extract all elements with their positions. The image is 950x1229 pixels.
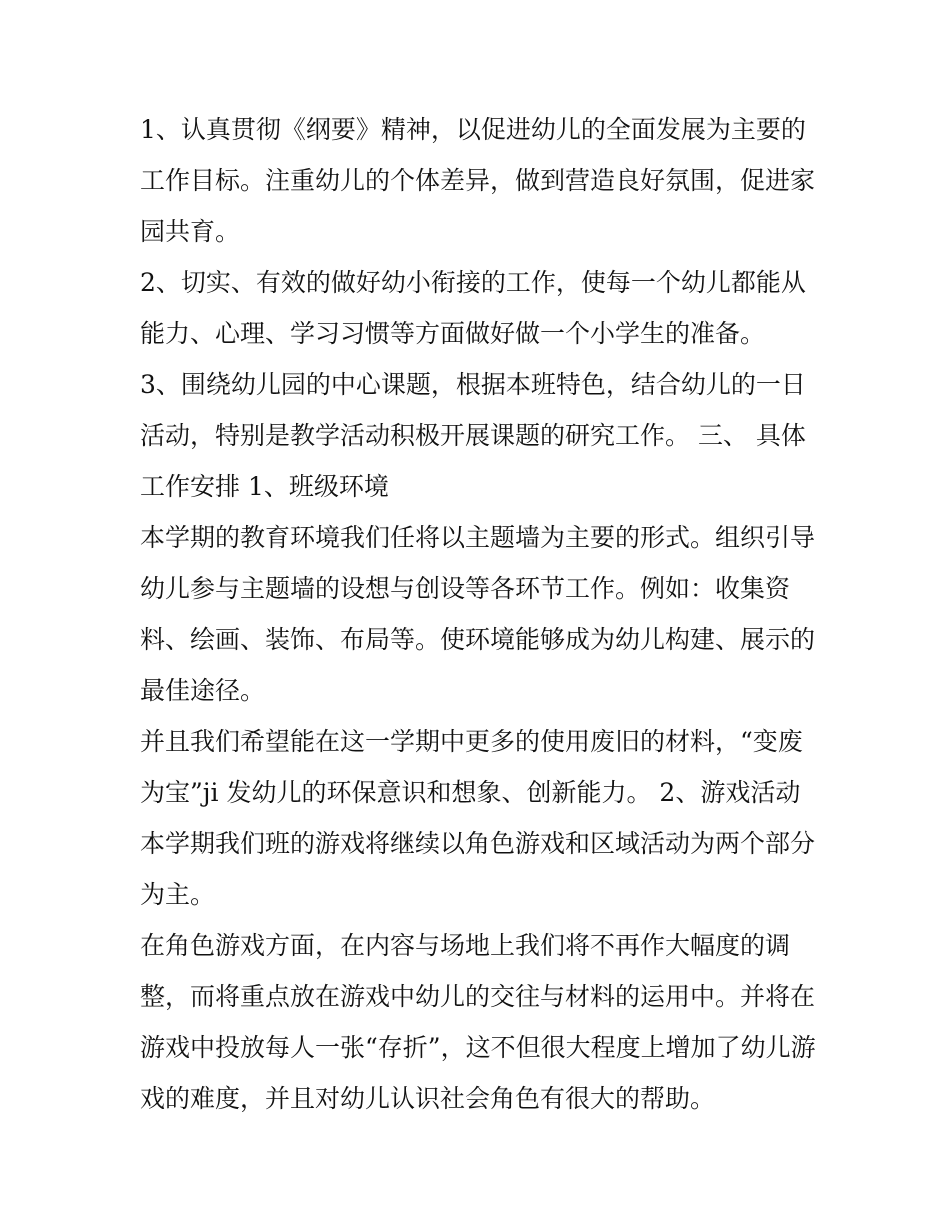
paragraph-recycled-materials: 并且我们希望能在这一学期中更多的使用废旧的材料，“变废为宝”ji 发幼儿的环保意识和想象、创新能力。 2、游戏活动 — [140, 727, 803, 807]
document-body — [140, 104, 820, 1124]
paragraph-goal-3: 3、围绕幼儿园的中心课题，根据本班特色，结合幼儿的一日活动，特别是教学活动积极开展课题的研究工作。 三、 具体工作安排 1、班级环境 — [140, 370, 806, 501]
paragraph-role-play: 在角色游戏方面，在内容与场地上我们将不再作大幅度的调整，而将重点放在游戏中幼儿的交往与材料的运用中。并将在游戏中投放每人一张“存折”，这不但很大程度上增加了幼儿游戏的难度，并且对幼儿认识社会角色有很大的帮助。 — [140, 931, 816, 1113]
paragraph-goal-2: 2、切实、有效的做好幼小衔接的工作，使每一个幼儿都能从能力、心理、学习习惯等方面做好做一个小学生的准备。 — [140, 268, 806, 348]
paragraph-goal-1: 1、认真贯彻《纲要》精神，以促进幼儿的全面发展为主要的工作目标。注重幼儿的个体差异，做到营造良好氛围，促进家园共育。 — [140, 115, 816, 246]
paragraph-game-activities: 本学期我们班的游戏将继续以角色游戏和区域活动为两个部分为主。 — [140, 829, 816, 909]
paragraph-class-environment: 本学期的教育环境我们任将以主题墙为主要的形式。组织引导幼儿参与主题墙的设想与创设等各环节工作。例如：收集资料、绘画、装饰、布局等。使环境能够成为幼儿构建、展示的最佳途径。 — [140, 523, 816, 705]
